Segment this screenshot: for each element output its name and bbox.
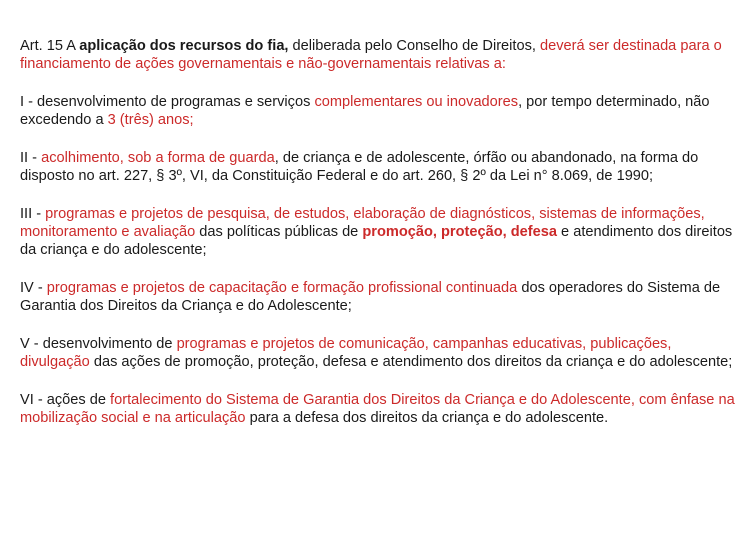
item-text: II - [20,150,42,166]
item-text: , de criança e de adolescente, órfão ou abandonado, na forma do disposto no art. 227, § 3º, VI, da Constituição Federal e do art. 260, § 2º da Lei n° 8.069, de 1990; [20,150,699,184]
item-text: VI - ações de [20,392,111,408]
item-iii [20,205,742,259]
item-v [20,335,742,371]
article-text: deliberada pelo Conselho de Direitos, [288,38,540,54]
item-vi [20,391,742,427]
item-text: IV - [20,280,47,296]
item-text: dos operadores do Sistema de Garantia dos Direitos da Criança e do Adolescente; [20,280,721,314]
item-i [20,93,742,129]
item-text: das políticas públicas de [195,224,363,240]
item-highlight-text: programas e projetos de comunicação, campanhas educativas, publicações, divulgação [20,336,672,370]
item-bold-highlight-text: promoção, proteção, defesa [362,224,557,240]
item-text: para a defesa dos direitos da criança e do adolescente. [245,410,609,426]
item-highlight-text: acolhimento, sob a forma de guarda [41,150,275,166]
item-text: V - desenvolvimento de [20,336,177,352]
item-text: I - desenvolvimento de programas e serviços [20,94,315,110]
item-text: III - [20,206,46,222]
item-text: das ações de promoção, proteção, defesa e atendimento dos direitos da criança e do adolescente; [89,354,733,370]
article-15-heading [20,37,742,73]
article-text: Art. 15 A [20,38,80,54]
item-highlight-text: complementares ou inovadores [314,94,519,110]
item-text: e atendimento dos direitos da criança e do adolescente; [20,224,733,258]
article-highlight-text: deverá ser destinada para o financiamento de ações governamentais e não-governamentais relativas a: [20,38,722,72]
item-highlight-text: programas e projetos de capacitação e formação profissional continuada [46,280,518,296]
item-highlight-text: fortalecimento do Sistema de Garantia dos Direitos da Criança e do Adolescente, com ênfase na mobilização social e na articulação [20,392,735,426]
item-highlight-text: 3 (três) anos; [107,112,194,128]
article-bold-text: aplicação dos recursos do fia, [79,38,289,54]
document-body [20,37,742,447]
item-highlight-text: programas e projetos de pesquisa, de estudos, elaboração de diagnósticos, sistemas de informações, monitoramento e avaliação [20,206,705,240]
item-text: , por tempo determinado, não excedendo a [20,94,710,128]
item-ii [20,149,742,185]
item-iv [20,279,742,315]
